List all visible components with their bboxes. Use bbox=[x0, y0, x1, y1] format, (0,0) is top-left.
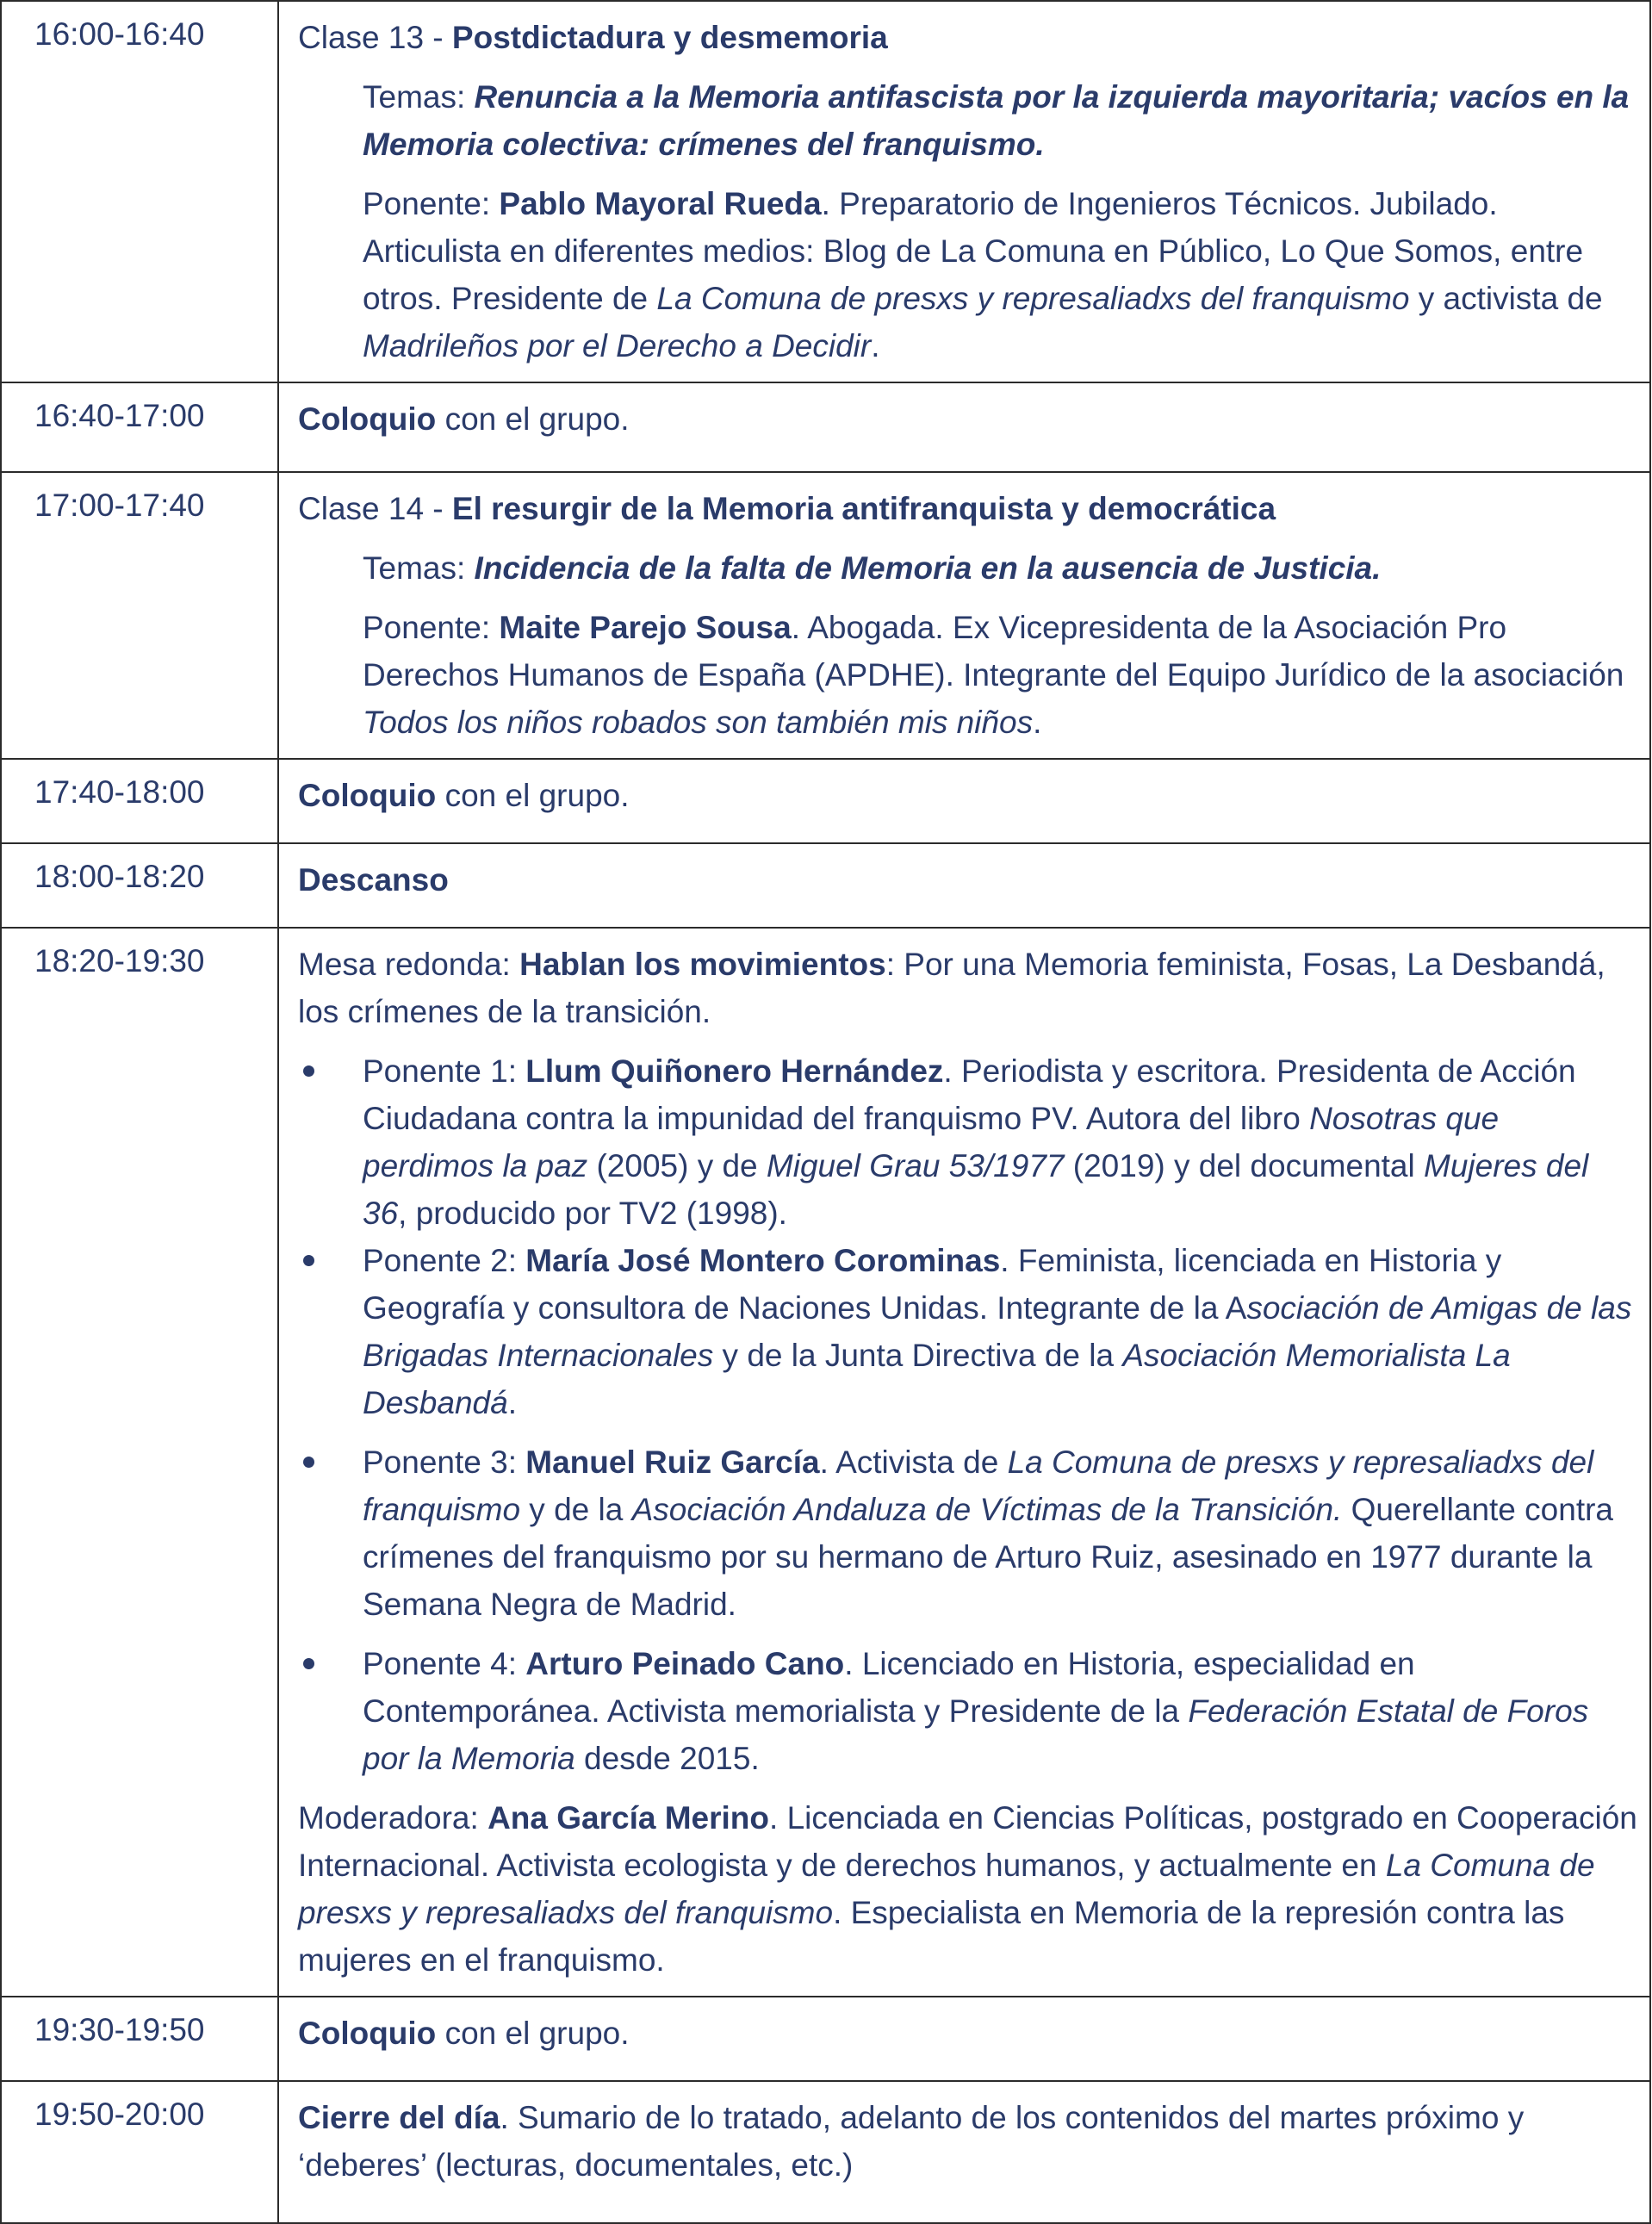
schedule-row bbox=[1, 382, 1650, 472]
round-table-intro: Mesa redonda: Hablan los movimientos: Por una Memoria feminista, Fosas, La Desbandá, los crímenes de la transición. bbox=[298, 947, 1605, 1029]
schedule-row bbox=[1, 928, 1650, 1997]
list-item: Ponente 3: Manuel Ruiz García. Activista de La Comuna de presxs y represaliadxs del franquismo y de la Asociación Andaluza de Víctimas de la Transición. Querellante contra crímenes del franquismo por su hermano de Arturo Ruiz, asesinado en 1977 durante la Semana Negra de Madrid. bbox=[298, 1438, 1637, 1628]
speaker-paragraph: Ponente: Pablo Mayoral Rueda. Preparatorio de Ingenieros Técnicos. Jubilado. Articulista en diferentes medios: Blog de La Comuna en Público, Lo Que Somos, entre otros. Presidente de La Comuna de presxs y represaliadxs del franquismo y activista de Madrileños por el Derecho a Decidir. bbox=[363, 186, 1603, 363]
topics-paragraph: Temas: Renuncia a la Memoria antifascista por la izquierda mayoritaria; vacíos en la Memoria colectiva: crímenes del franquismo. bbox=[363, 79, 1630, 162]
class-line: Clase 13 - Postdictadura y desmemoria bbox=[298, 20, 888, 55]
content-cell: Coloquio con el grupo. bbox=[278, 1997, 1650, 2081]
content-cell bbox=[278, 472, 1650, 759]
schedule-row bbox=[1, 472, 1650, 759]
content-cell: Descanso bbox=[278, 843, 1650, 928]
time-cell: 18:00-18:20 bbox=[1, 843, 278, 928]
speaker-name: Manuel Ruiz García bbox=[525, 1444, 820, 1480]
class-title: El resurgir de la Memoria antifranquista y democrática bbox=[451, 491, 1276, 526]
speaker-name: Maite Parejo Sousa bbox=[499, 610, 792, 645]
time-cell: 17:40-18:00 bbox=[1, 759, 278, 843]
round-table-title: Hablan los movimientos bbox=[519, 947, 886, 982]
speaker-paragraph: Ponente: Maite Parejo Sousa. Abogada. Ex Vicepresidenta de la Asociación Pro Derechos Humanos de España (APDHE). Integrante del Equipo Jurídico de la asociación Todos los niños robados son también mis niños. bbox=[363, 610, 1624, 740]
topics-paragraph: Temas: Incidencia de la falta de Memoria en la ausencia de Justicia. bbox=[363, 550, 1382, 586]
speaker-name: Arturo Peinado Cano bbox=[525, 1646, 845, 1681]
moderator-paragraph: Moderadora: Ana García Merino. Licenciada en Ciencias Políticas, postgrado en Cooperación Internacional. Activista ecologista y de derechos humanos, y actualmente en La Comuna de presxs y represaliadxs del franquismo. Especialista en Memoria de la represión contra las mujeres en el franquismo. bbox=[298, 1800, 1637, 1978]
speaker-name: Pablo Mayoral Rueda bbox=[499, 186, 822, 221]
schedule-row bbox=[1, 1, 1650, 382]
time-cell: 17:00-17:40 bbox=[1, 472, 278, 759]
content-cell bbox=[278, 928, 1650, 1997]
list-item: Ponente 1: Llum Quiñonero Hernández. Periodista y escritora. Presidenta de Acción Ciudadana contra la impunidad del franquismo PV. Autora del libro Nosotras que perdimos la paz (2005) y de Miguel Grau 53/1977 (2019) y del documental Mujeres del 36, producido por TV2 (1998). bbox=[298, 1047, 1637, 1237]
speaker-name: Llum Quiñonero Hernández bbox=[525, 1053, 944, 1089]
content-cell: Coloquio con el grupo. bbox=[278, 759, 1650, 843]
time-cell: 16:40-17:00 bbox=[1, 382, 278, 472]
bullet-icon bbox=[303, 1457, 314, 1468]
time-cell: 16:00-16:40 bbox=[1, 1, 278, 382]
time-cell: 19:30-19:50 bbox=[1, 1997, 278, 2081]
content-cell bbox=[278, 1, 1650, 382]
schedule-row bbox=[1, 1997, 1650, 2081]
content-cell: Cierre del día. Sumario de lo tratado, adelanto de los contenidos del martes próximo y ‘deberes’ (lecturas, documentales, etc.) bbox=[278, 2081, 1650, 2223]
time-cell: 18:20-19:30 bbox=[1, 928, 278, 1997]
bullet-icon bbox=[303, 1658, 314, 1669]
list-item: Ponente 2: María José Montero Corominas. Feminista, licenciada en Historia y Geografía y consultora de Naciones Unidas. Integrante de la Asociación de Amigas de las Brigadas Internacionales y de la Junta Directiva de la Asociación Memorialista La Desbandá. bbox=[298, 1237, 1637, 1426]
class-line: Clase 14 - El resurgir de la Memoria antifranquista y democrática bbox=[298, 491, 1276, 526]
speaker-name: María José Montero Corominas bbox=[525, 1243, 1001, 1278]
list-item: Ponente 4: Arturo Peinado Cano. Licenciado en Historia, especialidad en Contemporánea. Activista memorialista y Presidente de la Federación Estatal de Foros por la Memoria desde 2015. bbox=[298, 1640, 1637, 1782]
bullet-icon bbox=[303, 1255, 314, 1266]
time-cell: 19:50-20:00 bbox=[1, 2081, 278, 2223]
moderator-name: Ana García Merino bbox=[488, 1800, 770, 1836]
class-title: Postdictadura y desmemoria bbox=[451, 20, 888, 55]
schedule-row bbox=[1, 843, 1650, 928]
bullet-icon bbox=[303, 1065, 314, 1077]
content-cell: Coloquio con el grupo. bbox=[278, 382, 1650, 472]
schedule-row bbox=[1, 759, 1650, 843]
schedule-row bbox=[1, 2081, 1650, 2223]
